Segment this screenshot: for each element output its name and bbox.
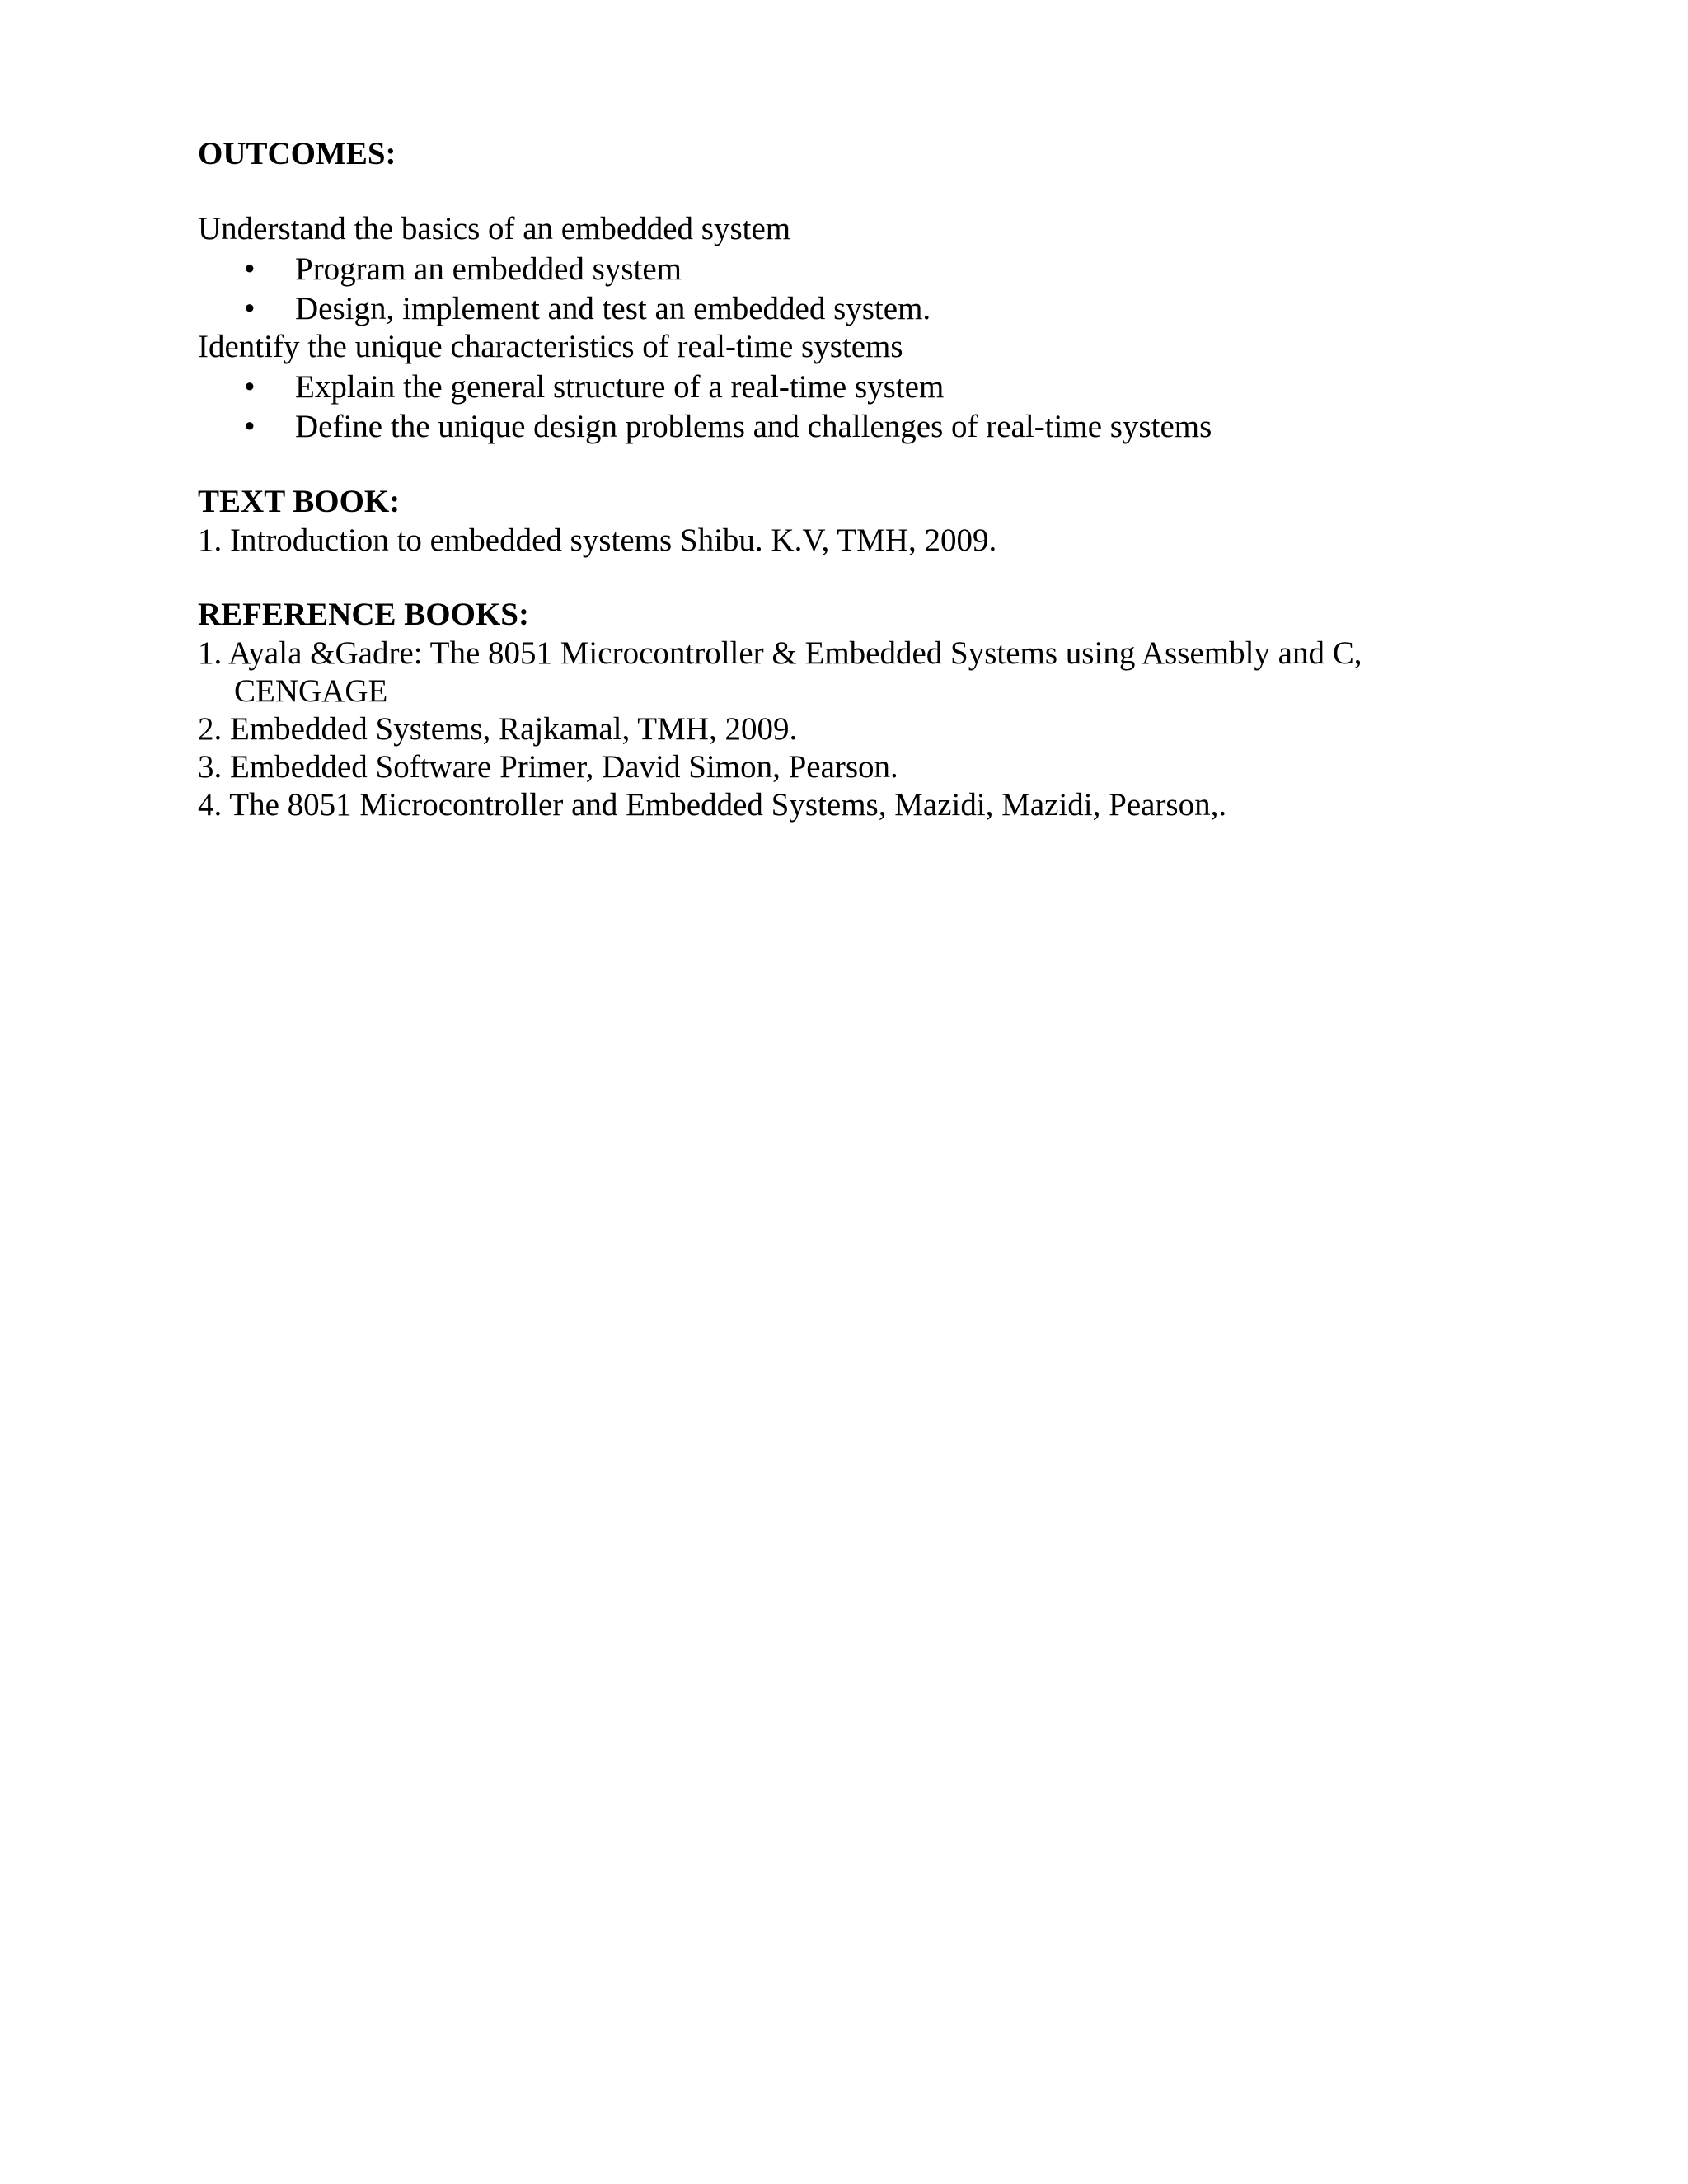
outcome-intro-1: Understand the basics of an embedded system xyxy=(198,211,791,246)
reference-book-item: 1. Ayala &Gadre: The 8051 Microcontroller & Embedded Systems using Assembly and C, xyxy=(198,635,1362,671)
outcome-bullet-text: Define the unique design problems and challenges of real-time systems xyxy=(295,409,1212,444)
bullet-icon: • xyxy=(244,409,256,444)
reference-book-item: 2. Embedded Systems, Rajkamal, TMH, 2009. xyxy=(198,711,798,747)
text-book-heading: TEXT BOOK: xyxy=(198,484,401,519)
outcomes-heading: OUTCOMES: xyxy=(198,136,396,171)
outcome-bullet-text: Program an embedded system xyxy=(295,251,682,287)
reference-book-item: 3. Embedded Software Primer, David Simon, Pearson. xyxy=(198,749,898,785)
outcome-intro-2: Identify the unique characteristics of real-time systems xyxy=(198,329,903,364)
bullet-icon: • xyxy=(244,369,256,405)
reference-book-item-continuation: CENGAGE xyxy=(234,673,388,709)
text-book-item: 1. Introduction to embedded systems Shibu. K.V, TMH, 2009. xyxy=(198,523,997,558)
reference-book-item: 4. The 8051 Microcontroller and Embedded Systems, Mazidi, Mazidi, Pearson,. xyxy=(198,787,1227,823)
reference-books-heading: REFERENCE BOOKS: xyxy=(198,597,529,632)
outcome-bullet-text: Design, implement and test an embedded system. xyxy=(295,291,931,326)
bullet-icon: • xyxy=(244,251,256,287)
bullet-icon: • xyxy=(244,291,256,326)
outcome-bullet-text: Explain the general structure of a real-time system xyxy=(295,369,945,405)
